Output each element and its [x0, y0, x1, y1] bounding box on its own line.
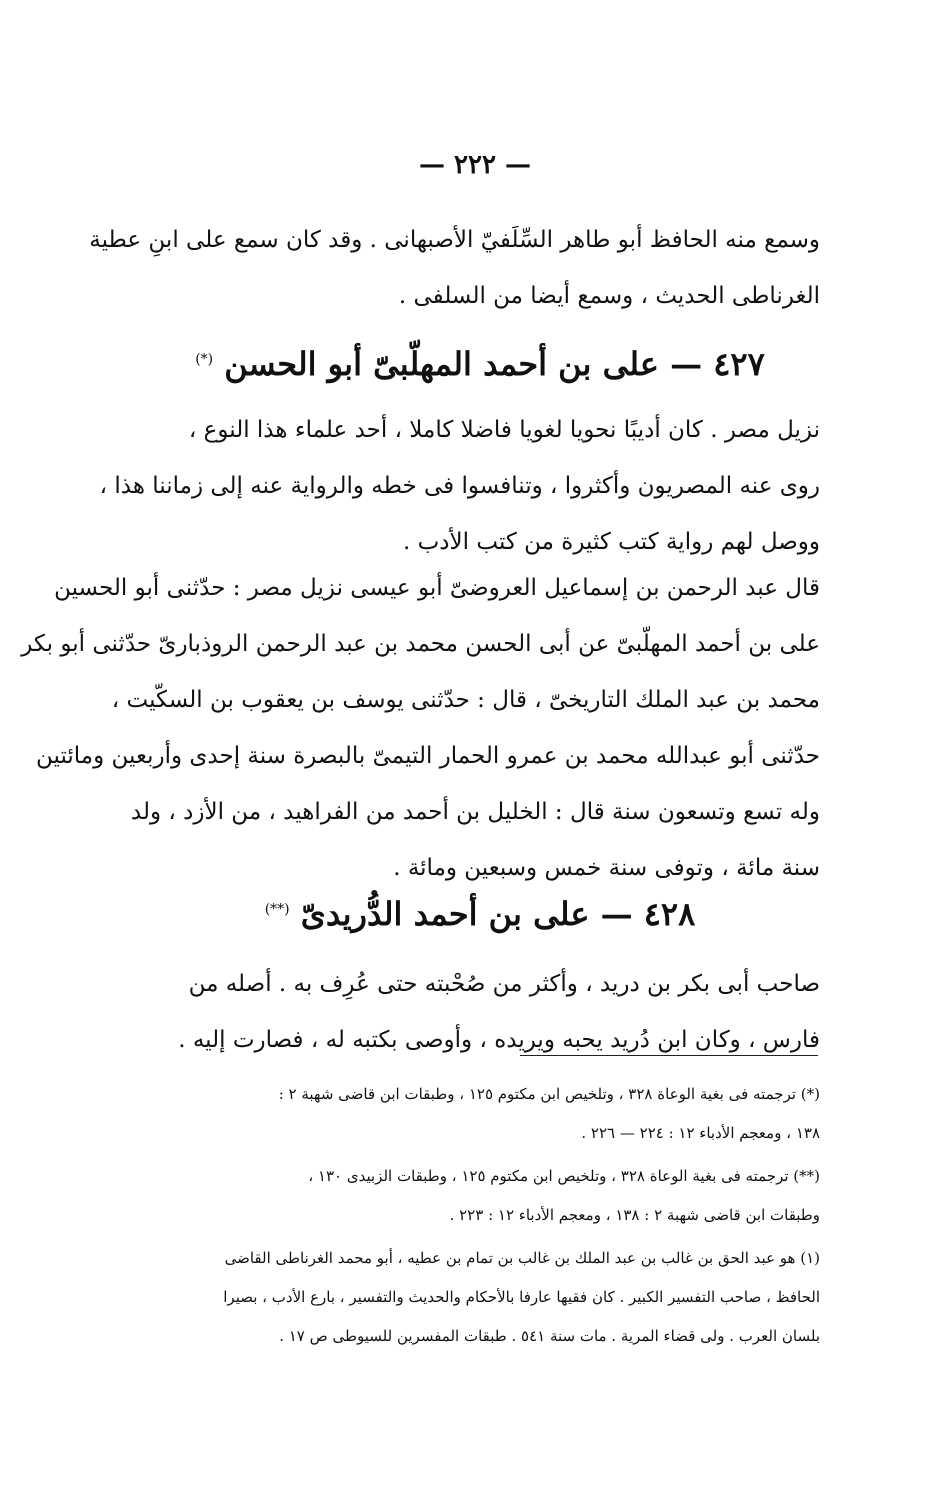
footnotes — [140, 1075, 820, 1356]
intro-line: وسمع منه الحافظ أبو طاهر السِّلَفيّ الأصبهانى . وقد كان سمع على ابنِ عطية — [89, 227, 820, 253]
entry-428-line: صاحب أبى بكر بن دريد ، وأكثر من صُحْبته حتى عُرِف به . أصله من — [188, 971, 820, 997]
entry-427-line: نزيل مصر . كان أديبًا نحويا لغويا فاضلا كاملا ، أحد علماء هذا النوع ، — [188, 417, 820, 443]
entry-427-line: قال عبد الرحمن بن إسماعيل العروضىّ أبو عيسى نزيل مصر : حدّثنى أبو الحسين — [54, 575, 820, 601]
entry-427-footnote-marker: (*) — [195, 351, 214, 368]
footnote-line: بلسان العرب . ولى قضاء المرية . مات سنة ٥٤١ . طبقات المفسرين للسيوطى ص ١٧ . — [279, 1327, 820, 1345]
entry-428-heading — [140, 895, 820, 933]
entry-428-paragraph-1 — [140, 956, 820, 1068]
entry-427-line: ووصل لهم رواية كتب كثيرة من كتب الأدب . — [403, 529, 820, 555]
entry-428-title: ٤٢٨ — على بن أحمد الدُّريدىّ — [300, 895, 696, 933]
entry-427-paragraph-1 — [99, 402, 820, 570]
entry-427-title: ٤٢٧ — على بن أحمد المهلّبىّ أبو الحسن — [224, 345, 765, 383]
intro-paragraph — [89, 212, 820, 324]
entry-427-line: سنة مائة ، وتوفى سنة خمس وسبعين ومائة . — [393, 855, 820, 881]
entry-427-paragraph-2 — [21, 560, 820, 896]
entry-428-footnote-marker: (**) — [264, 901, 290, 918]
intro-line: الغرناطى الحديث ، وسمع أيضا من السلفى . — [398, 283, 820, 309]
entry-427-line: روى عنه المصريون وأكثروا ، وتنافسوا فى خطه والرواية عنه إلى زماننا هذا ، — [99, 473, 820, 499]
entry-427-heading — [140, 345, 820, 383]
entry-427-line: حدّثنى أبو عبدالله محمد بن عمرو الحمار التيمىّ بالبصرة سنة إحدى وأربعين ومائتين — [36, 743, 820, 769]
footnote-line: (**) ترجمته فى بغية الوعاة ٣٢٨ ، وتلخيص ابن مكتوم ١٢٥ ، وطبقات الزبيدى ١٣٠ ، — [308, 1167, 820, 1185]
page-number: — ٢٢٢ — — [418, 150, 532, 180]
footnote-line: (*) ترجمته فى بغية الوعاة ٣٢٨ ، وتلخيص ابن مكتوم ١٢٥ ، وطبقات ابن قاضى شهبة ٢ : — [278, 1085, 820, 1103]
entry-428-line: فارس ، وكان ابن دُريد يحبه ويريده ، وأوصى بكتبه له ، فصارت إليه . — [178, 1027, 820, 1053]
entry-427-line: على بن أحمد المهلّبىّ عن أبى الحسن محمد بن عبد الرحمن الروذبارىّ حدّثنى أبو بكر — [21, 631, 820, 657]
footnote-line: وطبقات ابن قاضى شهبة ٢ : ١٣٨ ، ومعجم الأدباء ١٢ : ٢٢٣ . — [449, 1206, 820, 1224]
footnote-divider — [520, 1055, 818, 1056]
footnote-line: (١) هو عبد الحق بن غالب بن عبد الملك بن غالب بن تمام بن عطيه ، أبو محمد الغرناطى القاضى — [224, 1249, 820, 1267]
footnote-line: الحافظ ، صاحب التفسير الكبير . كان فقيها عارفا بالأحكام والحديث والتفسير ، بارع الأدب ، بصيرا — [223, 1288, 820, 1306]
footnote-line: ١٣٨ ، ومعجم الأدباء ١٢ : ٢٢٤ — ٢٢٦ . — [581, 1124, 820, 1142]
entry-427-line: محمد بن عبد الملك التاريخىّ ، قال : حدّثنى يوسف بن يعقوب بن السكّيت ، — [111, 687, 820, 713]
entry-427-line: وله تسع وتسعون سنة قال : الخليل بن أحمد من الفراهيد ، من الأزد ، ولد — [130, 799, 820, 825]
